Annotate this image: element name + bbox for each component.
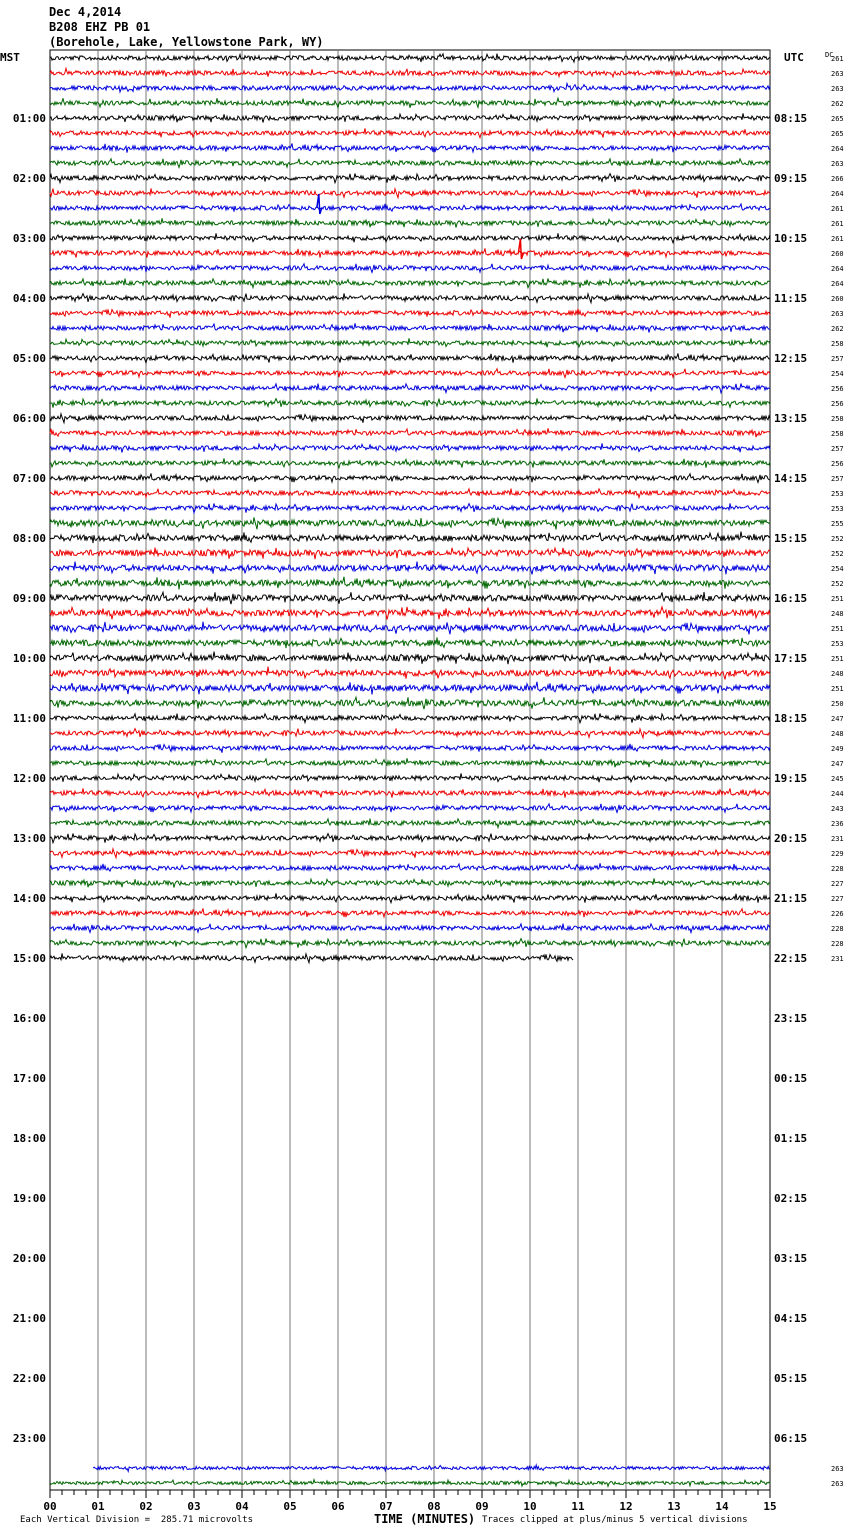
dc-offset-label: 231	[831, 955, 844, 963]
x-tick-label: 06	[331, 1500, 345, 1513]
mst-hour-label: 13:00	[12, 832, 46, 845]
dc-offset-label: 247	[831, 715, 844, 723]
mst-hour-label: 15:00	[12, 952, 46, 965]
x-tick-label: 00	[43, 1500, 57, 1513]
dc-offset-label: 265	[831, 130, 844, 138]
clip-note: Traces clipped at plus/minus 5 vertical divisions	[482, 1515, 748, 1525]
seismic-trace	[50, 548, 770, 560]
utc-zone-label: UTC	[784, 51, 804, 64]
dc-offset-label: 248	[831, 610, 844, 618]
seismic-trace	[50, 338, 770, 347]
dc-offset-label: 260	[831, 295, 844, 303]
seismic-trace	[50, 143, 770, 152]
x-tick-label: 12	[619, 1500, 633, 1513]
dc-offset-label: 251	[831, 595, 844, 603]
dc-offset-label: 263	[831, 85, 844, 93]
utc-hour-label: 02:15	[774, 1192, 808, 1205]
mst-zone-label: MST	[0, 51, 20, 64]
dc-offset-label: 231	[831, 835, 844, 843]
dc-offset-label: 264	[831, 280, 844, 288]
seismic-trace	[50, 218, 770, 227]
dc-offset-label: 261	[831, 205, 844, 213]
seismic-trace	[50, 369, 770, 378]
x-tick-label: 04	[235, 1500, 249, 1513]
x-tick-label: 11	[571, 1500, 585, 1513]
dc-offset-label: 251	[831, 655, 844, 663]
mst-hour-label: 23:00	[12, 1432, 46, 1445]
utc-hour-label: 00:15	[774, 1072, 808, 1085]
dc-offset-label: 256	[831, 400, 844, 408]
dc-offset-label: 253	[831, 505, 844, 513]
dc-offset-label: 244	[831, 790, 844, 798]
dc-offset-label: 227	[831, 895, 844, 903]
dc-offset-label: 252	[831, 580, 844, 588]
x-tick-label: 07	[379, 1500, 393, 1513]
dc-offset-label: 247	[831, 760, 844, 768]
dc-offset-label: 252	[831, 550, 844, 558]
dc-offset-label: 263	[831, 160, 844, 168]
dc-offset-label: 229	[831, 850, 844, 858]
dc-offset-label: 228	[831, 940, 844, 948]
dc-offset-label: 251	[831, 625, 844, 633]
dc-offset-label: 261	[831, 220, 844, 228]
utc-hour-label: 17:15	[774, 652, 808, 665]
dc-offset-label: 248	[831, 670, 844, 678]
seismic-trace	[50, 637, 770, 648]
utc-hour-label: 18:15	[774, 712, 808, 725]
dc-offset-label: 261	[831, 55, 844, 63]
dc-offset-label: 258	[831, 340, 844, 348]
seismic-trace	[50, 279, 770, 288]
seismic-trace	[50, 667, 770, 680]
mst-hour-label: 21:00	[12, 1312, 46, 1325]
seismic-trace	[50, 773, 770, 782]
utc-hour-label: 19:15	[774, 772, 808, 785]
seismic-trace	[50, 652, 770, 665]
dc-offset-label: 243	[831, 805, 844, 813]
mst-hour-label: 08:00	[12, 532, 46, 545]
x-axis	[43, 1490, 776, 1513]
seismic-trace	[50, 414, 770, 423]
seismic-trace	[50, 458, 770, 467]
seismic-trace	[50, 113, 770, 122]
x-tick-label: 03	[187, 1500, 201, 1513]
utc-hour-label: 15:15	[774, 532, 808, 545]
seismic-trace	[50, 788, 770, 797]
seismic-trace	[50, 562, 770, 575]
x-tick-label: 08	[427, 1500, 441, 1513]
utc-hour-label: 16:15	[774, 592, 808, 605]
seismic-trace	[50, 607, 770, 620]
seismic-trace	[50, 682, 770, 695]
mst-hour-label: 03:00	[12, 232, 46, 245]
utc-hour-label: 20:15	[774, 832, 808, 845]
mst-hour-label: 02:00	[12, 172, 46, 185]
seismic-trace	[50, 398, 770, 407]
dc-offset-label: 258	[831, 430, 844, 438]
seismic-trace	[50, 804, 770, 813]
dc-offset-label: 264	[831, 145, 844, 153]
x-tick-label: 14	[715, 1500, 729, 1513]
seismic-trace	[50, 819, 770, 828]
mst-hour-label: 18:00	[12, 1132, 46, 1145]
x-tick-label: 09	[475, 1500, 489, 1513]
utc-hour-label: 05:15	[774, 1372, 808, 1385]
dc-offset-label: 264	[831, 265, 844, 273]
seismic-trace	[50, 849, 770, 858]
mst-hour-label: 11:00	[12, 712, 46, 725]
dc-offset-label: 227	[831, 880, 844, 888]
seismic-trace	[50, 833, 770, 842]
dc-offset-label: 257	[831, 355, 844, 363]
dc-offset-label: 257	[831, 445, 844, 453]
seismic-trace	[50, 503, 770, 512]
seismic-trace	[50, 939, 770, 948]
seismic-trace	[50, 592, 770, 604]
dc-offset-label: 248	[831, 730, 844, 738]
seismic-trace	[50, 84, 770, 93]
dc-offset-label: 228	[831, 925, 844, 933]
utc-hour-label: 23:15	[774, 1012, 808, 1025]
seismic-trace	[50, 744, 770, 753]
mst-hour-label: 07:00	[12, 472, 46, 485]
seismic-trace	[50, 428, 770, 437]
seismic-trace	[50, 924, 770, 933]
dc-offset-label: 265	[831, 115, 844, 123]
x-tick-label: 01	[91, 1500, 105, 1513]
header-location: (Borehole, Lake, Yellowstone Park, WY)	[49, 35, 324, 49]
mst-hour-label: 05:00	[12, 352, 46, 365]
dc-offset-label: 236	[831, 820, 844, 828]
seismic-trace	[50, 697, 770, 709]
mst-hour-label: 01:00	[12, 112, 46, 125]
seismic-trace	[50, 233, 770, 242]
mst-hour-label: 22:00	[12, 1372, 46, 1385]
dc-offset-label: 263	[831, 1480, 844, 1488]
seismic-trace	[50, 309, 770, 318]
mst-hour-label: 12:00	[12, 772, 46, 785]
x-tick-label: 15	[763, 1500, 777, 1513]
x-tick-label: 02	[139, 1500, 153, 1513]
dc-offset-label: 261	[831, 235, 844, 243]
utc-hour-label: 13:15	[774, 412, 808, 425]
seismic-trace	[50, 248, 770, 257]
dc-offset-label: 253	[831, 640, 844, 648]
dc-offset-label: 258	[831, 415, 844, 423]
utc-hour-label: 09:15	[774, 172, 808, 185]
dc-offset-label: 266	[831, 175, 844, 183]
dc-column-label: DC	[825, 51, 834, 59]
dc-offset-label: 256	[831, 385, 844, 393]
seismic-trace	[50, 517, 770, 529]
seismic-trace	[50, 953, 573, 962]
seismic-trace	[50, 98, 770, 108]
mst-hour-label: 06:00	[12, 412, 46, 425]
utc-hour-label: 03:15	[774, 1252, 808, 1265]
dc-offset-label: 263	[831, 70, 844, 78]
seismic-trace	[50, 714, 770, 723]
seismic-trace	[50, 878, 770, 887]
seismic-trace	[50, 293, 770, 302]
dc-offset-label: 256	[831, 460, 844, 468]
x-axis-title: TIME (MINUTES)	[374, 1512, 476, 1526]
seismic-trace	[50, 728, 770, 737]
seismic-trace	[50, 577, 770, 590]
mst-hour-label: 09:00	[12, 592, 46, 605]
header-station: B208 EHZ PB 01	[49, 20, 151, 34]
dc-offset-label: 260	[831, 250, 844, 258]
seismic-trace	[50, 473, 770, 482]
x-tick-label: 10	[523, 1500, 537, 1513]
x-tick-label: 05	[283, 1500, 297, 1513]
dc-offset-label: 251	[831, 685, 844, 693]
seismic-trace	[50, 908, 770, 917]
seismic-trace	[50, 758, 770, 767]
bottom-trace	[50, 1480, 770, 1487]
dc-offset-label: 250	[831, 700, 844, 708]
utc-hour-label: 10:15	[774, 232, 808, 245]
seismic-trace	[50, 264, 770, 273]
event-spike	[317, 194, 322, 214]
seismic-trace	[50, 323, 770, 332]
dc-offset-label: 254	[831, 370, 844, 378]
dc-offset-label: 226	[831, 910, 844, 918]
seismic-trace	[50, 128, 770, 137]
seismic-trace	[50, 384, 770, 393]
utc-hour-label: 14:15	[774, 472, 808, 485]
dc-offset-label: 262	[831, 100, 844, 108]
seismic-trace	[50, 174, 770, 183]
seismic-trace	[50, 54, 770, 63]
utc-hour-label: 06:15	[774, 1432, 808, 1445]
dc-offset-label: 264	[831, 190, 844, 198]
seismic-trace	[50, 443, 770, 452]
seismic-trace	[50, 863, 770, 871]
mst-hour-label: 17:00	[12, 1072, 46, 1085]
utc-hour-label: 04:15	[774, 1312, 808, 1325]
scale-note: Each Vertical Division = 285.71 microvolts	[20, 1515, 253, 1525]
dc-offset-label: 257	[831, 475, 844, 483]
utc-hour-label: 08:15	[774, 112, 808, 125]
utc-hour-label: 21:15	[774, 892, 808, 905]
mst-hour-label: 04:00	[12, 292, 46, 305]
header-date: Dec 4,2014	[49, 5, 122, 19]
seismic-trace	[50, 68, 770, 77]
trace-group	[50, 54, 770, 1487]
bottom-trace	[93, 1465, 769, 1471]
event-spike	[518, 239, 523, 259]
seismic-trace	[50, 532, 770, 543]
seismic-trace	[50, 204, 770, 212]
dc-offset-label: 245	[831, 775, 844, 783]
mst-hour-label: 20:00	[12, 1252, 46, 1265]
utc-hour-label: 22:15	[774, 952, 808, 965]
dc-offset-label: 263	[831, 310, 844, 318]
dc-offset-label: 254	[831, 565, 844, 573]
mst-hour-label: 14:00	[12, 892, 46, 905]
dc-offset-label: 263	[831, 1465, 844, 1473]
dc-offset-label: 253	[831, 490, 844, 498]
mst-hour-label: 16:00	[12, 1012, 46, 1025]
seismic-trace	[50, 489, 770, 498]
utc-hour-label: 11:15	[774, 292, 808, 305]
dc-offset-label: 255	[831, 520, 844, 528]
mst-hour-label: 19:00	[12, 1192, 46, 1205]
dc-offset-label: 252	[831, 535, 844, 543]
seismic-trace	[50, 893, 770, 902]
seismic-trace	[50, 353, 770, 362]
dc-offset-label: 228	[831, 865, 844, 873]
mst-hour-label: 10:00	[12, 652, 46, 665]
seismic-trace	[50, 188, 770, 197]
x-tick-label: 13	[667, 1500, 681, 1513]
utc-hour-label: 01:15	[774, 1132, 808, 1145]
seismic-trace	[50, 159, 770, 168]
dc-offset-label: 262	[831, 325, 844, 333]
dc-offset-label: 249	[831, 745, 844, 753]
utc-hour-label: 12:15	[774, 352, 808, 365]
seismic-trace	[50, 622, 770, 635]
